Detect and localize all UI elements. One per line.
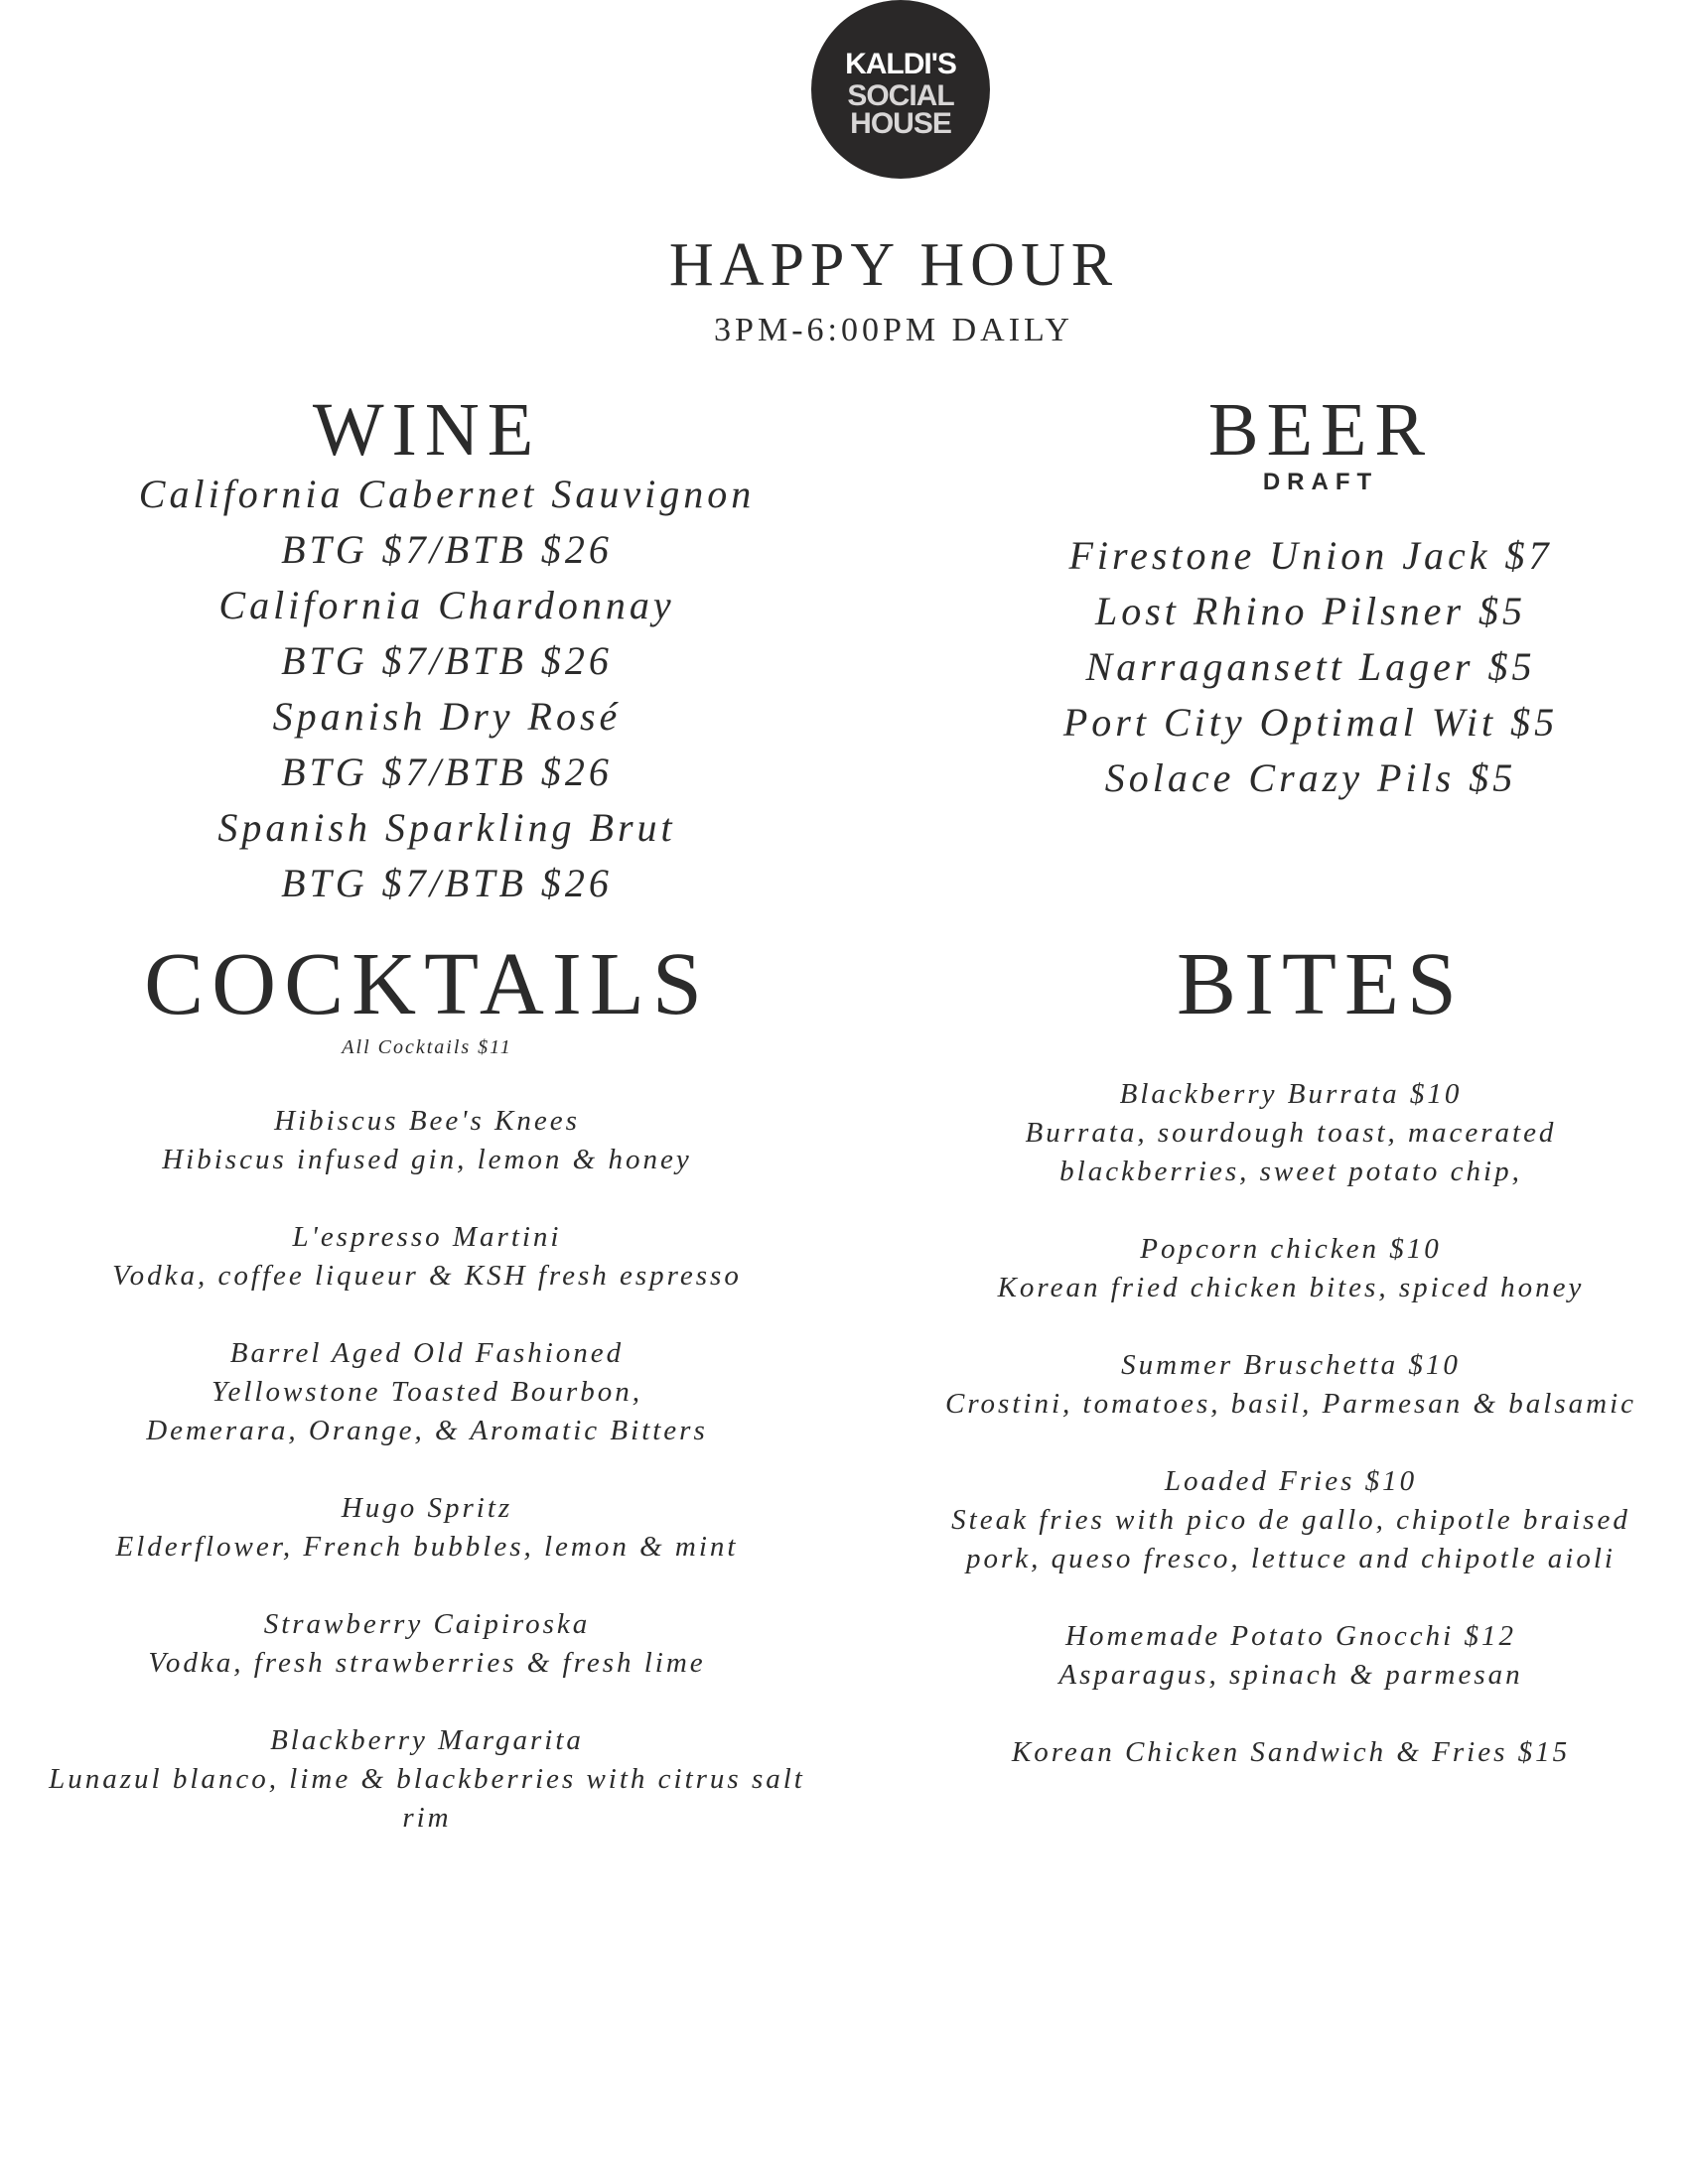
cocktails-heading: COCKTAILS <box>144 935 710 1033</box>
bite-name: Blackberry Burrata $10 <box>1119 1078 1463 1110</box>
beer-item: Lost Rhino Pilsner $5 <box>1094 589 1527 633</box>
beer-item: Narragansett Lager $5 <box>1085 644 1536 689</box>
page-subtitle: 3PM-6:00PM DAILY <box>714 312 1073 348</box>
bite-desc: blackberries, sweet potato chip, <box>1059 1156 1522 1187</box>
cocktail-name: Strawberry Caipiroska <box>263 1608 591 1640</box>
logo-line-3: HOUSE <box>850 107 951 140</box>
draft-subheading: DRAFT <box>1262 469 1379 495</box>
bite-item <box>894 1462 1688 1578</box>
cocktails-list <box>0 1102 854 1876</box>
cocktail-item <box>0 1489 854 1567</box>
bite-desc: Steak fries with pico de gallo, chipotle braised <box>951 1504 1630 1536</box>
beer-item: Firestone Union Jack $7 <box>1068 533 1553 578</box>
beer-item: Solace Crazy Pils $5 <box>1104 755 1517 800</box>
logo-line-1: KALDI'S <box>845 48 956 80</box>
cocktail-desc: Lunazul blanco, lime & blackberries with citrus salt <box>49 1763 805 1795</box>
wine-heading: WINE <box>312 388 542 472</box>
wine-line: Spanish Sparkling Brut <box>217 805 676 850</box>
bite-desc: Asparagus, spinach & parmesan <box>1058 1659 1523 1691</box>
page-title: HAPPY HOUR <box>668 231 1119 299</box>
bite-desc: pork, queso fresco, lettuce and chipotle aioli <box>966 1543 1616 1574</box>
cocktail-desc: Hibiscus infused gin, lemon & honey <box>162 1144 692 1175</box>
cocktail-desc: Elderflower, French bubbles, lemon & mint <box>115 1531 739 1563</box>
cocktail-item <box>0 1605 854 1683</box>
bite-name: Loaded Fries $10 <box>1164 1465 1418 1497</box>
bite-name: Popcorn chicken $10 <box>1140 1233 1442 1265</box>
bite-item <box>894 1617 1688 1695</box>
cocktail-name: Hugo Spritz <box>341 1492 513 1524</box>
bite-item <box>894 1075 1688 1191</box>
bite-desc: Korean fried chicken bites, spiced honey <box>997 1272 1585 1303</box>
cocktail-name: L'espresso Martini <box>292 1221 562 1253</box>
beer-list <box>953 528 1668 806</box>
wine-line: BTG $7/BTB $26 <box>281 750 613 794</box>
beer-item: Port City Optimal Wit $5 <box>1062 700 1559 745</box>
cocktail-name: Blackberry Margarita <box>270 1724 584 1756</box>
cocktail-item <box>0 1334 854 1450</box>
bite-name: Homemade Potato Gnocchi $12 <box>1065 1620 1516 1652</box>
bite-item <box>894 1230 1688 1307</box>
cocktail-name: Hibiscus Bee's Knees <box>274 1105 580 1137</box>
cocktail-name: Barrel Aged Old Fashioned <box>229 1337 625 1369</box>
wine-line: BTG $7/BTB $26 <box>281 861 613 905</box>
cocktail-item <box>0 1102 854 1179</box>
wine-line: California Chardonnay <box>218 583 675 627</box>
cocktail-desc: Vodka, coffee liqueur & KSH fresh espresso <box>112 1260 742 1292</box>
kaldis-social-house-logo <box>811 0 990 179</box>
wine-line: BTG $7/BTB $26 <box>281 638 613 683</box>
logo-line-2: SOCIAL <box>847 79 954 112</box>
cocktail-item <box>0 1721 854 1838</box>
bite-name: Summer Bruschetta $10 <box>1121 1349 1461 1381</box>
cocktail-desc: rim <box>402 1802 452 1834</box>
wine-list <box>0 467 894 911</box>
beer-heading: BEER <box>1207 388 1434 472</box>
cocktail-desc: Vodka, fresh strawberries & fresh lime <box>148 1647 706 1679</box>
wine-line: Spanish Dry Rosé <box>272 694 622 739</box>
cocktails-price-note: All Cocktails $11 <box>342 1036 512 1058</box>
cocktail-item <box>0 1218 854 1296</box>
bite-item <box>894 1733 1688 1772</box>
wine-line: BTG $7/BTB $26 <box>281 527 613 572</box>
wine-line: California Cabernet Sauvignon <box>138 472 756 516</box>
bite-item <box>894 1346 1688 1424</box>
bites-heading: BITES <box>1176 935 1465 1033</box>
bite-desc: Crostini, tomatoes, basil, Parmesan & balsamic <box>945 1388 1636 1420</box>
bite-desc: Burrata, sourdough toast, macerated <box>1025 1117 1557 1149</box>
cocktail-desc: Demerara, Orange, & Aromatic Bitters <box>146 1415 708 1446</box>
bite-name: Korean Chicken Sandwich & Fries $15 <box>1011 1736 1571 1768</box>
bites-list <box>894 1075 1688 1811</box>
cocktail-desc: Yellowstone Toasted Bourbon, <box>211 1376 642 1408</box>
